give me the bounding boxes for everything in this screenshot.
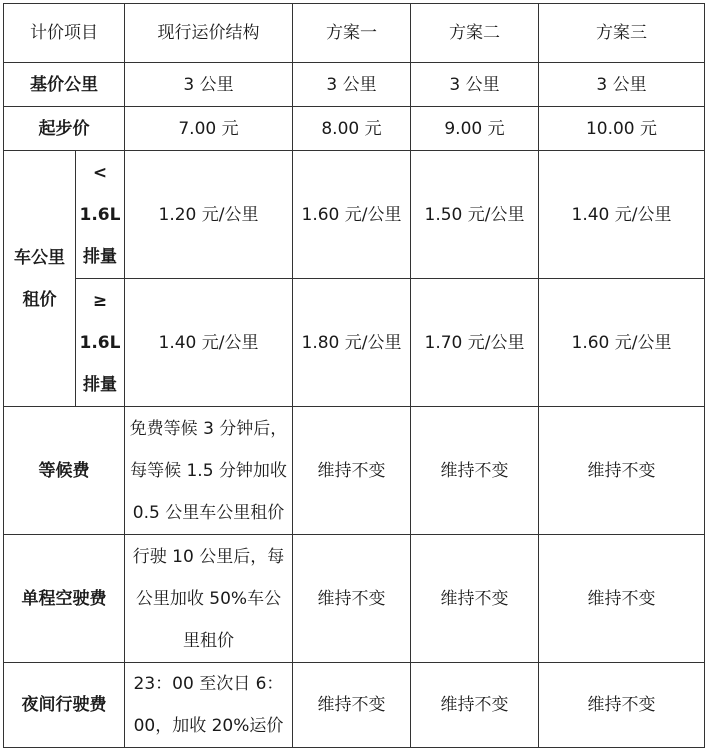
base-distance-label: 基价公里 (4, 63, 125, 107)
header-plan1: 方案一 (293, 4, 411, 63)
empty-return-plan2: 维持不变 (411, 535, 539, 663)
per-km-label-line2: 租价 (22, 289, 57, 310)
empty-return-current-line1: 行驶 10 公里后，每 (132, 546, 285, 567)
header-item: 计价项目 (4, 4, 125, 63)
waiting-current-line2: 每等候 1.5 分钟加收 (130, 460, 287, 481)
header-plan3: 方案三 (539, 4, 705, 63)
night-label: 夜间行驶费 (4, 663, 125, 748)
per-km-high-sub (76, 279, 125, 407)
header-current: 现行运价结构 (125, 4, 293, 63)
night-current-line2: 00，加收 20%运价 (133, 716, 284, 736)
waiting-current-line1: 免费等候 3 分钟后， (129, 418, 288, 439)
night-current-line1: 23：00 至次日 6： (133, 674, 284, 694)
empty-return-label: 单程空驶费 (4, 535, 125, 663)
waiting-plan3: 维持不变 (539, 407, 705, 535)
per-km-high-sub-line3: 排量 (83, 374, 117, 395)
waiting-plan1: 维持不变 (293, 407, 411, 535)
night-current (125, 663, 293, 748)
waiting-label: 等候费 (4, 407, 125, 535)
empty-return-plan1: 维持不变 (293, 535, 411, 663)
empty-return-plan3: 维持不变 (539, 535, 705, 663)
per-km-low-sub-line1: < (92, 162, 108, 183)
per-km-low-current: 1.20 元/公里 (125, 151, 293, 279)
base-distance-row (4, 63, 705, 107)
waiting-current-line3: 0.5 公里车公里租价 (132, 502, 285, 523)
per-km-label-line1: 车公里 (14, 247, 65, 268)
header-row (4, 4, 705, 63)
per-km-high-current: 1.40 元/公里 (125, 279, 293, 407)
per-km-low-sub-line3: 排量 (83, 246, 117, 267)
base-distance-plan3: 3 公里 (539, 63, 705, 107)
waiting-row (4, 407, 705, 535)
empty-return-row (4, 535, 705, 663)
night-plan1: 维持不变 (293, 663, 411, 748)
waiting-current (125, 407, 293, 535)
per-km-low-row (4, 151, 705, 279)
fare-structure-table (3, 3, 705, 748)
per-km-high-sub-line2: 1.6L (79, 332, 121, 353)
per-km-low-plan2: 1.50 元/公里 (411, 151, 539, 279)
empty-return-current-line3: 里租价 (183, 630, 234, 651)
waiting-plan2: 维持不变 (411, 407, 539, 535)
per-km-high-plan1: 1.80 元/公里 (293, 279, 411, 407)
per-km-high-row (4, 279, 705, 407)
start-price-plan2: 9.00 元 (411, 107, 539, 151)
start-price-plan1: 8.00 元 (293, 107, 411, 151)
night-row (4, 663, 705, 748)
per-km-low-plan3: 1.40 元/公里 (539, 151, 705, 279)
per-km-low-sub-line2: 1.6L (79, 204, 121, 225)
per-km-high-plan3: 1.60 元/公里 (539, 279, 705, 407)
base-distance-plan1: 3 公里 (293, 63, 411, 107)
start-price-label: 起步价 (4, 107, 125, 151)
start-price-current: 7.00 元 (125, 107, 293, 151)
per-km-label (4, 151, 76, 407)
night-plan3: 维持不变 (539, 663, 705, 748)
start-price-plan3: 10.00 元 (539, 107, 705, 151)
per-km-high-plan2: 1.70 元/公里 (411, 279, 539, 407)
per-km-low-plan1: 1.60 元/公里 (293, 151, 411, 279)
base-distance-current: 3 公里 (125, 63, 293, 107)
header-plan2: 方案二 (411, 4, 539, 63)
per-km-high-sub-line1: ≥ (92, 290, 108, 311)
start-price-row (4, 107, 705, 151)
night-plan2: 维持不变 (411, 663, 539, 748)
empty-return-current (125, 535, 293, 663)
per-km-low-sub (76, 151, 125, 279)
base-distance-plan2: 3 公里 (411, 63, 539, 107)
empty-return-current-line2: 公里加收 50%车公 (135, 588, 282, 609)
